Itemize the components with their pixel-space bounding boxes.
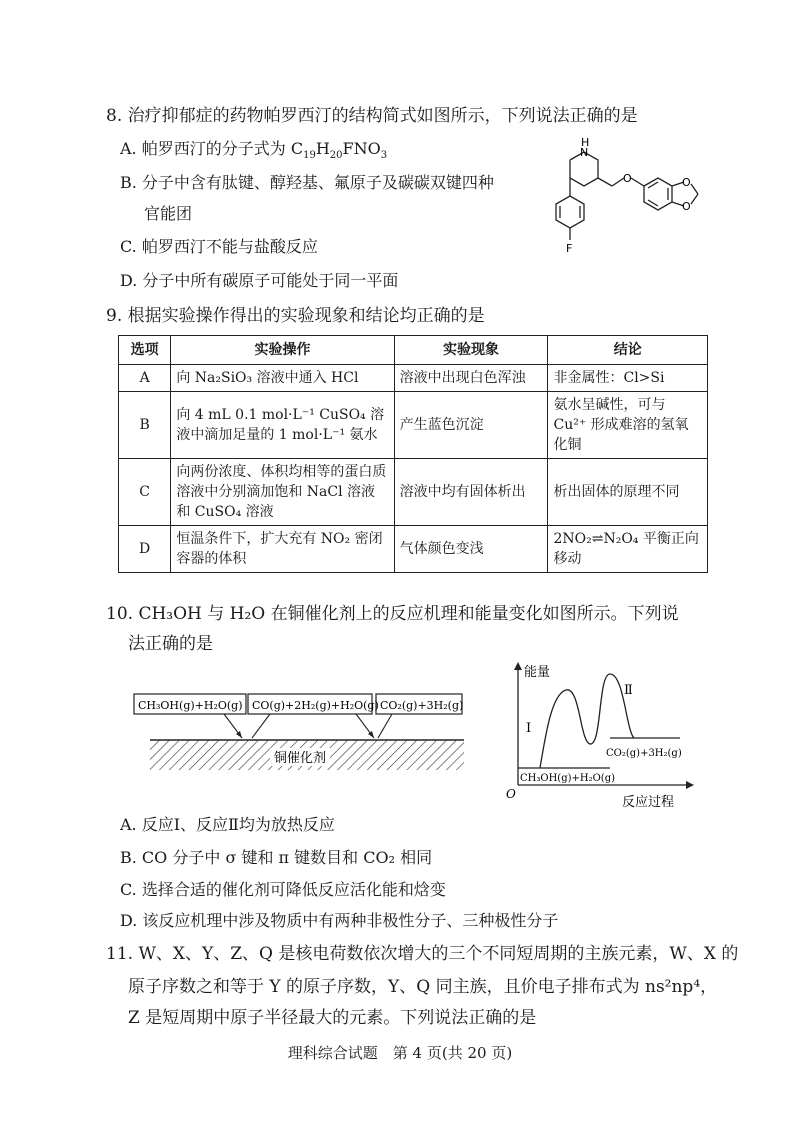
row-conclusion: 析出固体的原理不同 bbox=[548, 459, 708, 526]
page-footer: 理科综合试题 第 4 页(共 20 页) bbox=[287, 1044, 513, 1062]
table-row bbox=[119, 365, 708, 392]
header-option: 选项 bbox=[119, 336, 171, 365]
table-header-row bbox=[119, 336, 708, 365]
q8-option-a-prefix: A. 帕罗西汀的分子式为 bbox=[120, 139, 291, 158]
q10-option-a: A. 反应Ⅰ、反应Ⅱ均为放热反应 bbox=[120, 815, 335, 834]
row-option: B bbox=[119, 392, 171, 459]
experiment-table bbox=[118, 335, 708, 573]
row-phenomenon: 气体颜色变浅 bbox=[394, 526, 548, 573]
row-phenomenon: 溶液中均有固体析出 bbox=[394, 459, 548, 526]
table-row bbox=[119, 459, 708, 526]
q10-option-d: D. 该反应机理中涉及物质中有两种非极性分子、三种极性分子 bbox=[120, 911, 559, 930]
q10-stem-line2: 法正确的是 bbox=[128, 634, 213, 654]
mol-oxygen-ether: O bbox=[623, 172, 632, 185]
row-option: D bbox=[119, 526, 171, 573]
header-phenomenon: 实验现象 bbox=[394, 336, 548, 365]
products-energy-label: CO₂(g)+3H₂(g) bbox=[606, 748, 682, 759]
header-conclusion: 结论 bbox=[548, 336, 708, 365]
row-phenomenon: 溶液中出现白色浑浊 bbox=[394, 365, 548, 392]
row-operation: 向 Na₂SiO₃ 溶液中通入 HCl bbox=[171, 365, 394, 392]
q10-option-c: C. 选择合适的催化剂可降低反应活化能和焓变 bbox=[120, 880, 446, 899]
q8-formula: $C_{19}H_{20}FNO_3$ bbox=[290, 139, 388, 162]
q8-stem: 8. 治疗抑郁症的药物帕罗西汀的结构简式如图所示，下列说法正确的是 bbox=[106, 106, 638, 126]
progress-axis-label: 反应过程 bbox=[622, 795, 675, 810]
peak-ii-label: Ⅱ bbox=[624, 683, 633, 698]
q11-line2: 原子序数之和等于 Y 的原子序数，Y、Q 同主族，且价电子排布式为 ns²np⁴， bbox=[128, 977, 718, 997]
row-option: A bbox=[119, 365, 171, 392]
row-operation: 向 4 mL 0.1 mol·L⁻¹ CuSO₄ 溶液中滴加足量的 1 mol·L⁻¹ 氨水 bbox=[171, 392, 394, 459]
mol-hydrogen: H bbox=[581, 138, 590, 149]
q11-line1: 11. W、X、Y、Z、Q 是核电荷数依次增大的三个不同短周期的主族元素，W、X 的 bbox=[106, 944, 739, 964]
mechanism-diagram bbox=[130, 690, 470, 780]
q9-stem: 9. 根据实验操作得出的实验现象和结论均正确的是 bbox=[106, 306, 485, 326]
peak-i-label: I bbox=[526, 721, 532, 736]
q8-option-c: C. 帕罗西汀不能与盐酸反应 bbox=[120, 237, 318, 256]
row-operation: 恒温条件下，扩大充有 NO₂ 密闭容器的体积 bbox=[171, 526, 394, 573]
energy-axis-label: 能量 bbox=[524, 665, 551, 680]
q8-option-d: D. 分子中所有碳原子可能处于同一平面 bbox=[120, 271, 399, 290]
box-reactants-text: CH₃OH(g)+H₂O(g) bbox=[138, 699, 243, 712]
row-option: C bbox=[119, 459, 171, 526]
reactants-energy-label: CH₃OH(g)+H₂O(g) bbox=[520, 773, 616, 784]
mol-oxygen-2: O bbox=[682, 200, 691, 213]
catalyst-label: 铜催化剂 bbox=[274, 751, 327, 766]
row-conclusion: 2NO₂⇌N₂O₄ 平衡正向移动 bbox=[548, 526, 708, 573]
box-products-text: CO₂(g)+3H₂(g) bbox=[380, 699, 464, 712]
origin-label: O bbox=[506, 787, 516, 801]
table-row bbox=[119, 526, 708, 573]
energy-diagram bbox=[500, 660, 700, 810]
q10-stem-line1: 10. CH₃OH 与 H₂O 在铜催化剂上的反应机理和能量变化如图所示。下列说 bbox=[106, 604, 679, 624]
q8-option-b-line2: 官能团 bbox=[144, 204, 193, 223]
mol-nitrogen: N bbox=[580, 146, 589, 159]
mol-oxygen-1: O bbox=[682, 176, 691, 189]
paroxetine-structure bbox=[540, 138, 715, 288]
row-phenomenon: 产生蓝色沉淀 bbox=[394, 392, 548, 459]
q11-line3: Z 是短周期中原子半径最大的元素。下列说法正确的是 bbox=[128, 1008, 537, 1028]
row-operation: 向两份浓度、体积均相等的蛋白质溶液中分别滴加饱和 NaCl 溶液和 CuSO₄ 溶液 bbox=[171, 459, 394, 526]
box-intermediate-text: CO(g)+2H₂(g)+H₂O(g) bbox=[252, 699, 379, 712]
row-conclusion: 氨水呈碱性，可与 Cu²⁺ 形成难溶的氢氧化铜 bbox=[548, 392, 708, 459]
q8-option-a bbox=[120, 138, 387, 167]
header-operation: 实验操作 bbox=[171, 336, 394, 365]
row-conclusion: 非金属性：Cl>Si bbox=[548, 365, 708, 392]
mol-fluorine: F bbox=[566, 242, 573, 255]
q8-option-b-line1: B. 分子中含有肽键、醇羟基、氟原子及碳碳双键四种 bbox=[120, 173, 494, 192]
q10-option-b: B. CO 分子中 σ 键和 π 键数目和 CO₂ 相同 bbox=[120, 848, 433, 867]
table-row bbox=[119, 392, 708, 459]
